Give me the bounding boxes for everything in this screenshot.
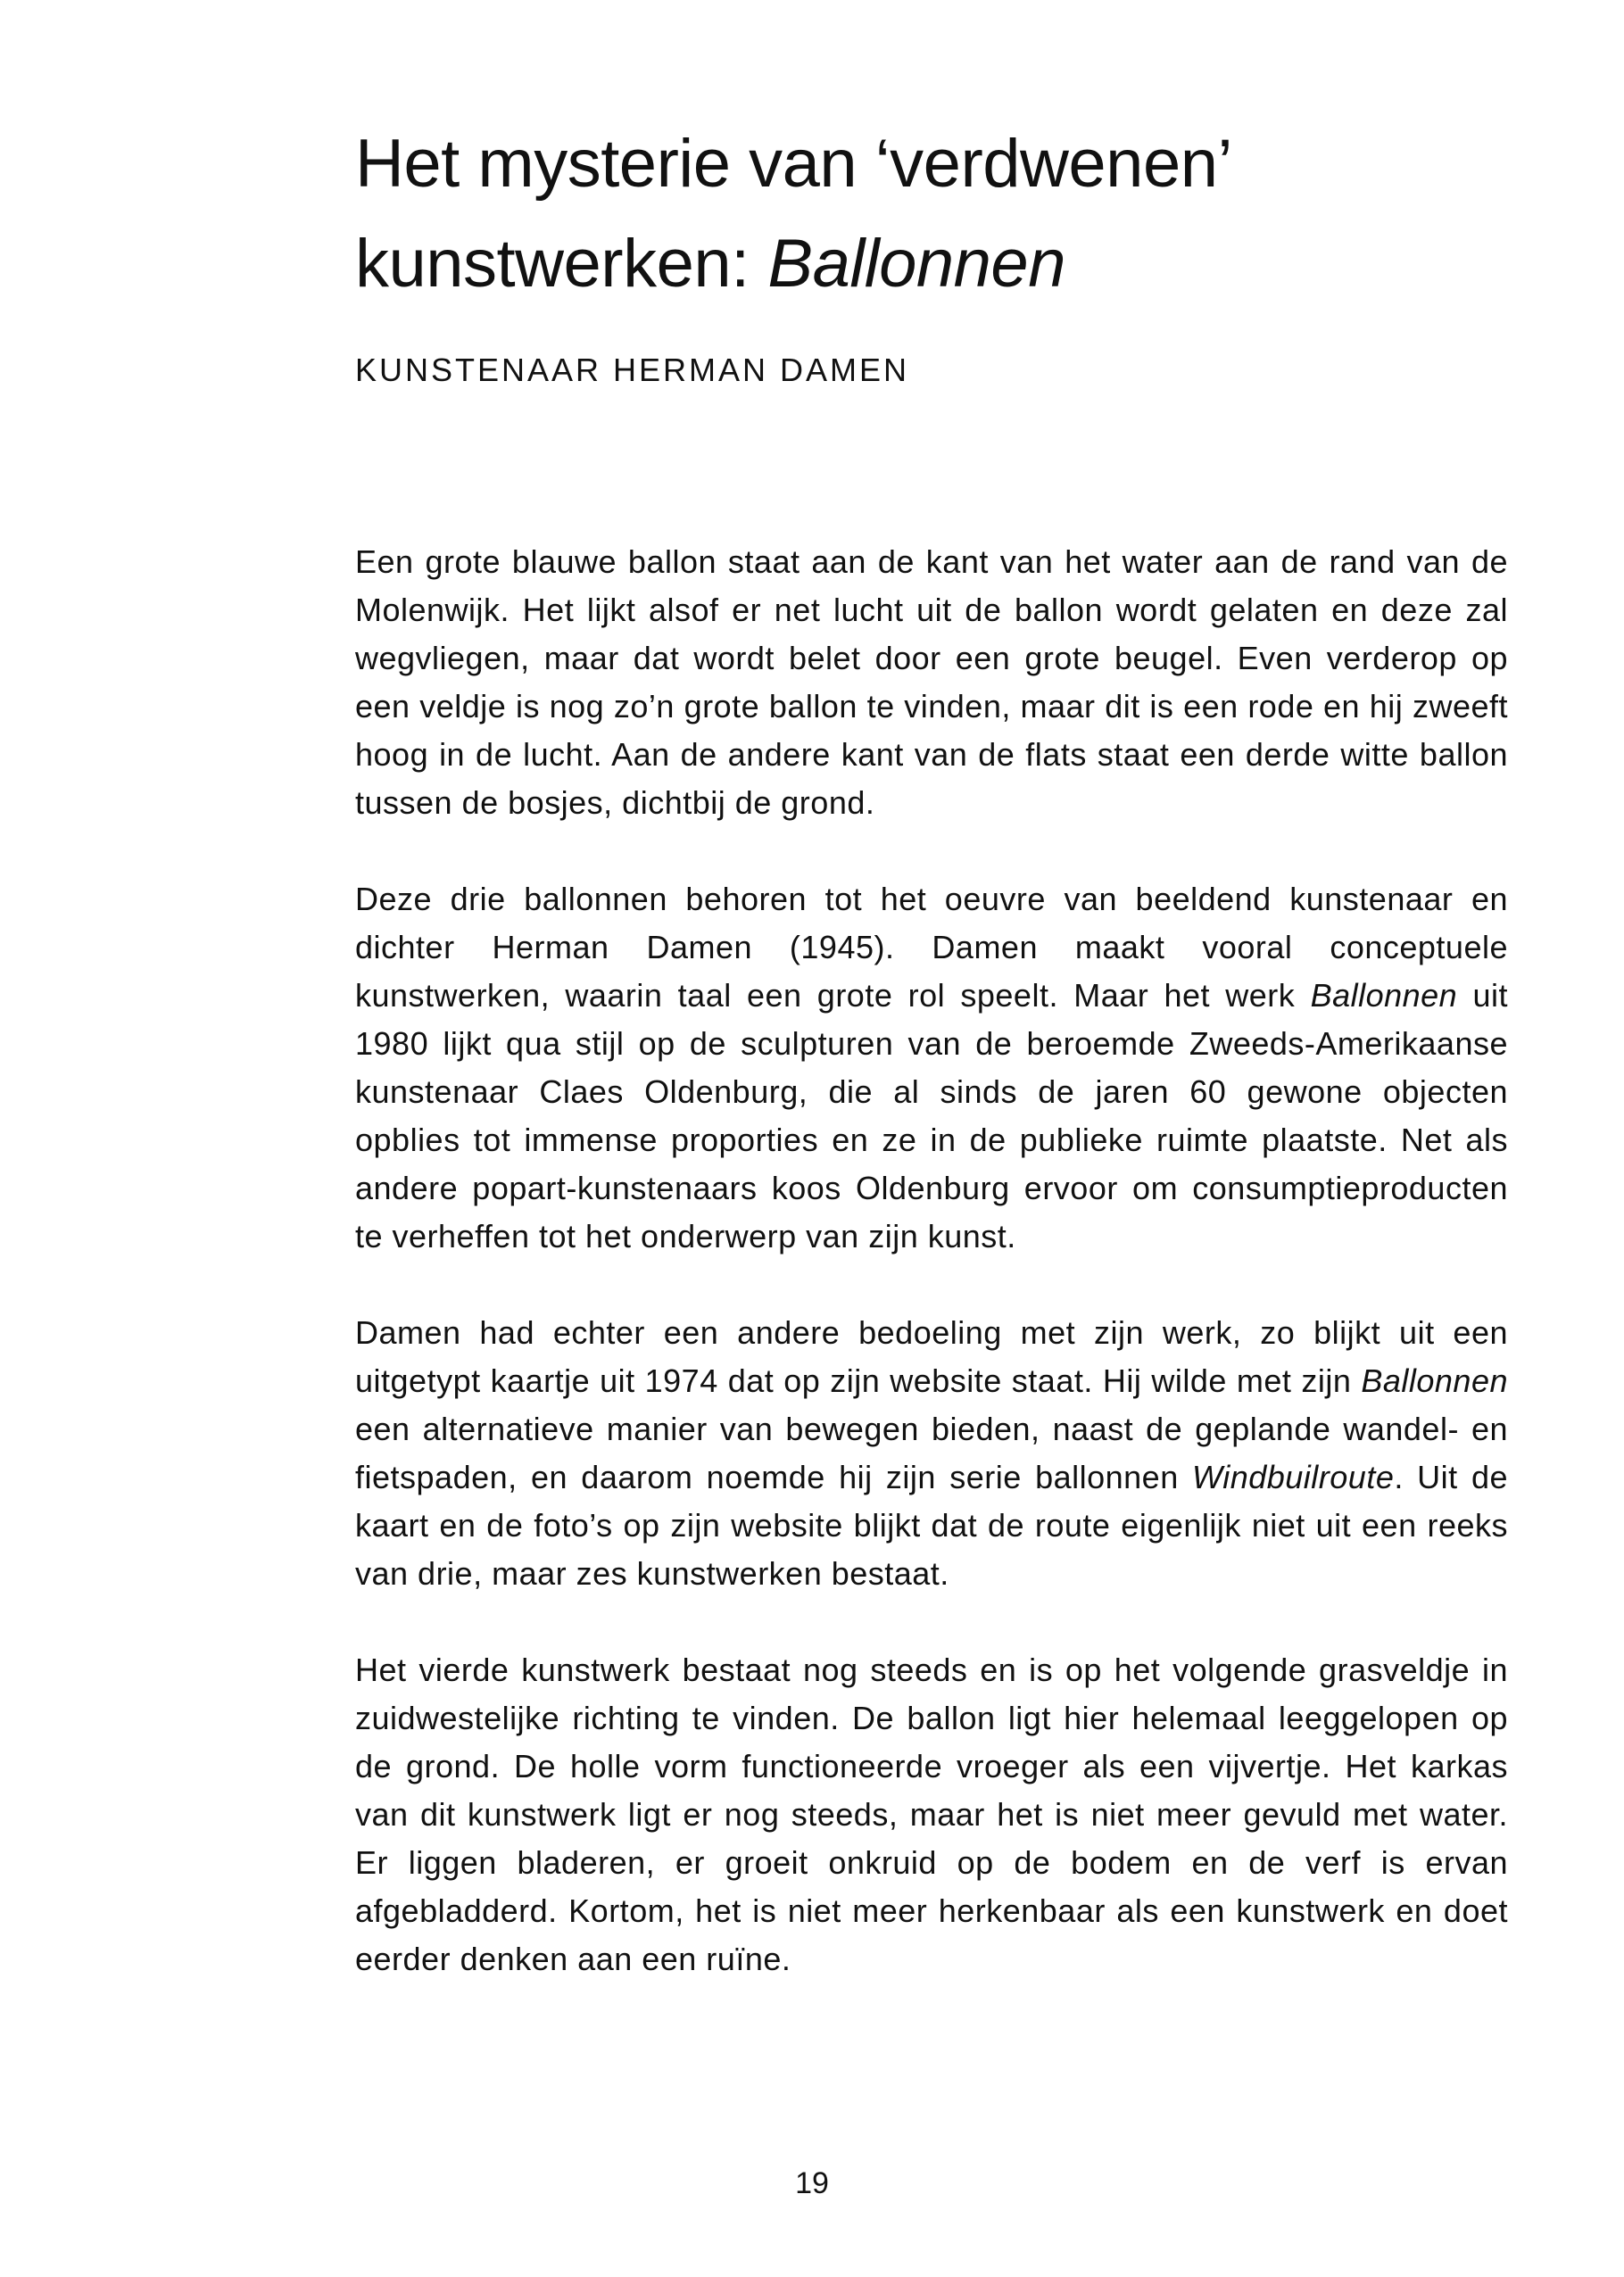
paragraph-3	[355, 1309, 1508, 1598]
paragraph-3-text-c: . Uit de kaart en de foto’s op zijn website blijkt dat de route eigenlijk niet uit een reeks van drie, maar zes kunstwerken bestaat.	[355, 1459, 1509, 1592]
page-title-italic: Ballonnen	[767, 226, 1065, 302]
page-subtitle: KUNSTENAAR HERMAN DAMEN	[355, 352, 910, 388]
page-title-main: Het mysterie van ‘verdwenen’ kunstwerken:	[355, 126, 1230, 302]
paragraph-3-italic-1: Ballonnen	[1361, 1362, 1508, 1399]
paragraph-2-text-b: uit 1980 lijkt qua stijl op de sculpturen van de beroemde Zweeds-Amerikaanse kunstenaar Claes Oldenburg, die al sinds de jaren 60 gewone objecten opblies tot immense proporties en ze in de publieke ruimte plaatste. Net als andere popart-kunstenaars koos Oldenburg ervoor om consumptieproducten te verheffen tot het onderwerp van zijn kunst.	[355, 977, 1508, 1254]
paragraph-4: Het vierde kunstwerk bestaat nog steeds en is op het volgende grasveldje in zuidwestelijke richting te vinden. De ballon ligt hier helemaal leeggelopen op de grond. De holle vorm functioneerde vroeger als een vijvertje. Het karkas van dit kunstwerk ligt er nog steeds, maar het is niet meer gevuld met water. Er liggen bladeren, er groeit onkruid op de bodem en de verf is ervan afgebladderd. Kortom, het is niet meer herkenbaar als een kunstwerk en doet eerder denken aan een ruïne.	[355, 1652, 1508, 1977]
paragraph-3-text-a: Damen had echter een andere bedoeling met zijn werk, zo blijkt uit een uitgetypt kaartje uit 1974 dat op zijn website staat. Hij wilde met zijn	[355, 1314, 1508, 1399]
paragraph-2	[355, 875, 1508, 1261]
page-number: 19	[795, 2166, 829, 2200]
article-body	[355, 538, 1508, 2032]
paragraph-1: Een grote blauwe ballon staat aan de kant van het water aan de rand van de Molenwijk. Het lijkt alsof er net lucht uit de ballon wordt gelaten en deze zal wegvliegen, maar dat wordt belet door een grote beugel. Even verderop op een veldje is nog zo’n grote ballon te vinden, maar dit is een rode en hij zweeft hoog in de lucht. Aan de andere kant van de flats staat een derde witte ballon tussen de bosjes, dichtbij de grond.	[355, 543, 1508, 821]
paragraph-3-text-b: een alternatieve manier van bewegen bieden, naast de geplande wandel- en fietspaden, en daarom noemde hij zijn serie ballonnen	[355, 1411, 1508, 1495]
paragraph-2-text-a: Deze drie ballonnen behoren tot het oeuvre van beeldend kunstenaar en dichter Herman Damen (1945). Damen maakt vooral conceptuele kunstwerken, waarin taal een grote rol speelt. Maar het werk	[355, 881, 1508, 1014]
paragraph-3-italic-2: Windbuilroute	[1192, 1459, 1395, 1495]
page-title	[355, 114, 1515, 314]
paragraph-2-italic: Ballonnen	[1310, 977, 1458, 1014]
